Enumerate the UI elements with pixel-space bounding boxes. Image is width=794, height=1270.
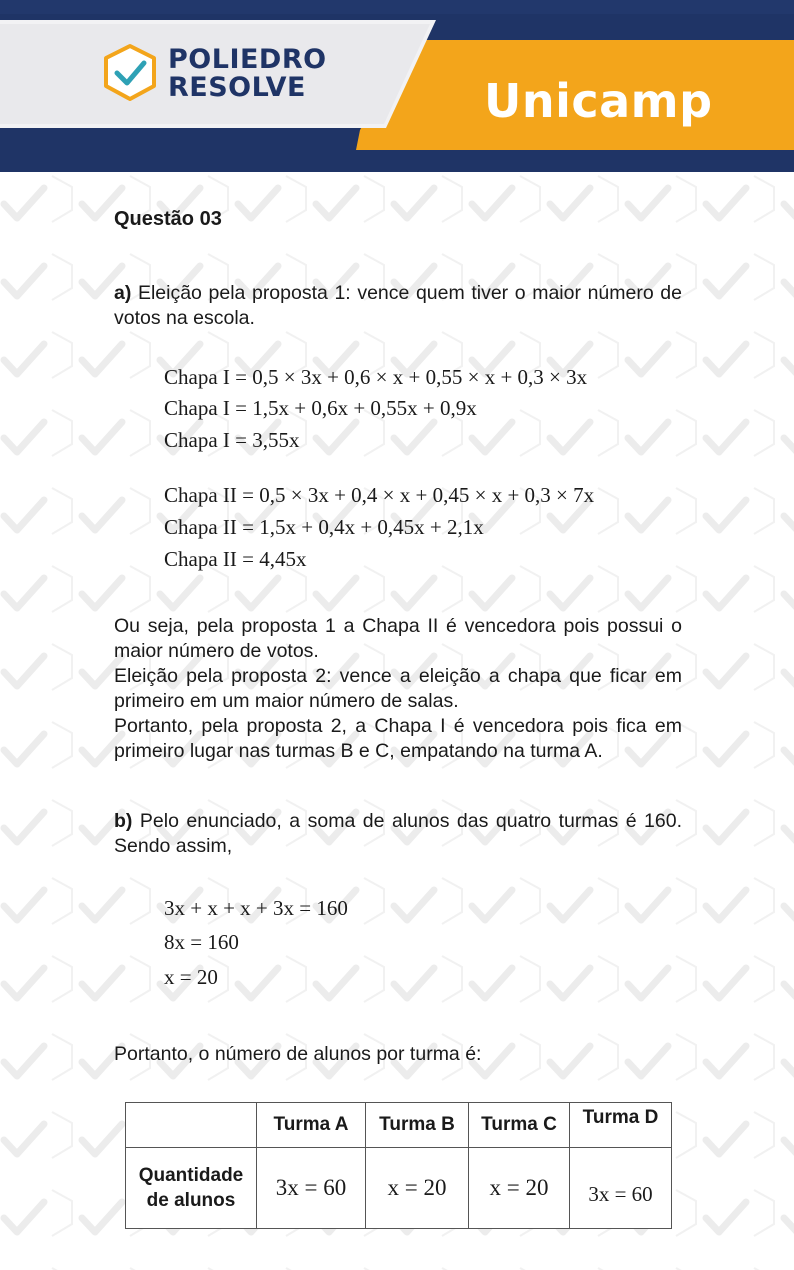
table-header-turma-a: Turma A — [257, 1103, 366, 1148]
equation-a2: Chapa I = 1,5x + 0,6x + 0,55x + 0,9x — [164, 396, 477, 420]
row-label-text: Quantidade de alunos — [138, 1165, 244, 1211]
table-cell-turma-d: 3x = 60 — [570, 1148, 672, 1229]
part-a-conclusion-1: Ou seja, pela proposta 1 a Chapa II é vencedora pois possui o maior número de votos. — [114, 615, 682, 662]
part-a-intro-text: Eleição pela proposta 1: vence quem tiver o maior número de votos na escola. — [114, 282, 682, 329]
part-b-conclusion: Portanto, o número de alunos por turma é: — [114, 1043, 482, 1065]
table-header-turma-c: Turma C — [469, 1103, 570, 1148]
logo-line-2: RESOLVE — [168, 72, 306, 103]
students-per-class-table — [125, 1102, 672, 1229]
table-header-empty — [126, 1103, 257, 1148]
equation-a1: Chapa I = 0,5 × 3x + 0,6 × x + 0,55 × x + 0,3 × 3x — [164, 365, 588, 389]
table-cell-turma-b: x = 20 — [366, 1148, 469, 1229]
part-a-conclusion-3: Portanto, pela proposta 2, a Chapa I é vencedora pois fica em primeiro lugar nas turmas B e C, empatando na turma A. — [114, 715, 682, 762]
table-cell-turma-c: x = 20 — [469, 1148, 570, 1229]
part-b-intro-text: Pelo enunciado, a soma de alunos das quatro turmas é 160. Sendo assim, — [114, 810, 682, 857]
table-header-row — [126, 1103, 672, 1148]
equation-a6: Chapa II = 4,45x — [164, 547, 307, 571]
equation-a4: Chapa II = 0,5 × 3x + 0,4 × x + 0,45 × x + 0,3 × 7x — [164, 483, 595, 507]
logo-line-1: POLIEDRO — [168, 44, 327, 75]
part-a-intro — [114, 281, 682, 331]
equation-b2: 8x = 160 — [164, 930, 239, 954]
table-row — [126, 1148, 672, 1229]
equation-b3: x = 20 — [164, 965, 218, 989]
equation-a5: Chapa II = 1,5x + 0,4x + 0,45x + 2,1x — [164, 515, 484, 539]
table-header-turma-b: Turma B — [366, 1103, 469, 1148]
table-header-turma-d: Turma D — [570, 1103, 672, 1148]
table-row-label — [126, 1148, 257, 1229]
equation-b1: 3x + x + x + 3x = 160 — [164, 896, 348, 920]
table-cell-turma-a: 3x = 60 — [257, 1148, 366, 1229]
question-title: Questão 03 — [114, 208, 222, 230]
exam-name: Unicamp — [484, 74, 713, 128]
part-b-label: b) — [114, 810, 133, 832]
part-a-conclusion-2: Eleição pela proposta 2: vence a eleição a chapa que ficar em primeiro em um maior número de salas. — [114, 665, 682, 712]
part-b-intro — [114, 809, 682, 859]
equation-a3: Chapa I = 3,55x — [164, 428, 300, 452]
part-a-label: a) — [114, 282, 132, 304]
